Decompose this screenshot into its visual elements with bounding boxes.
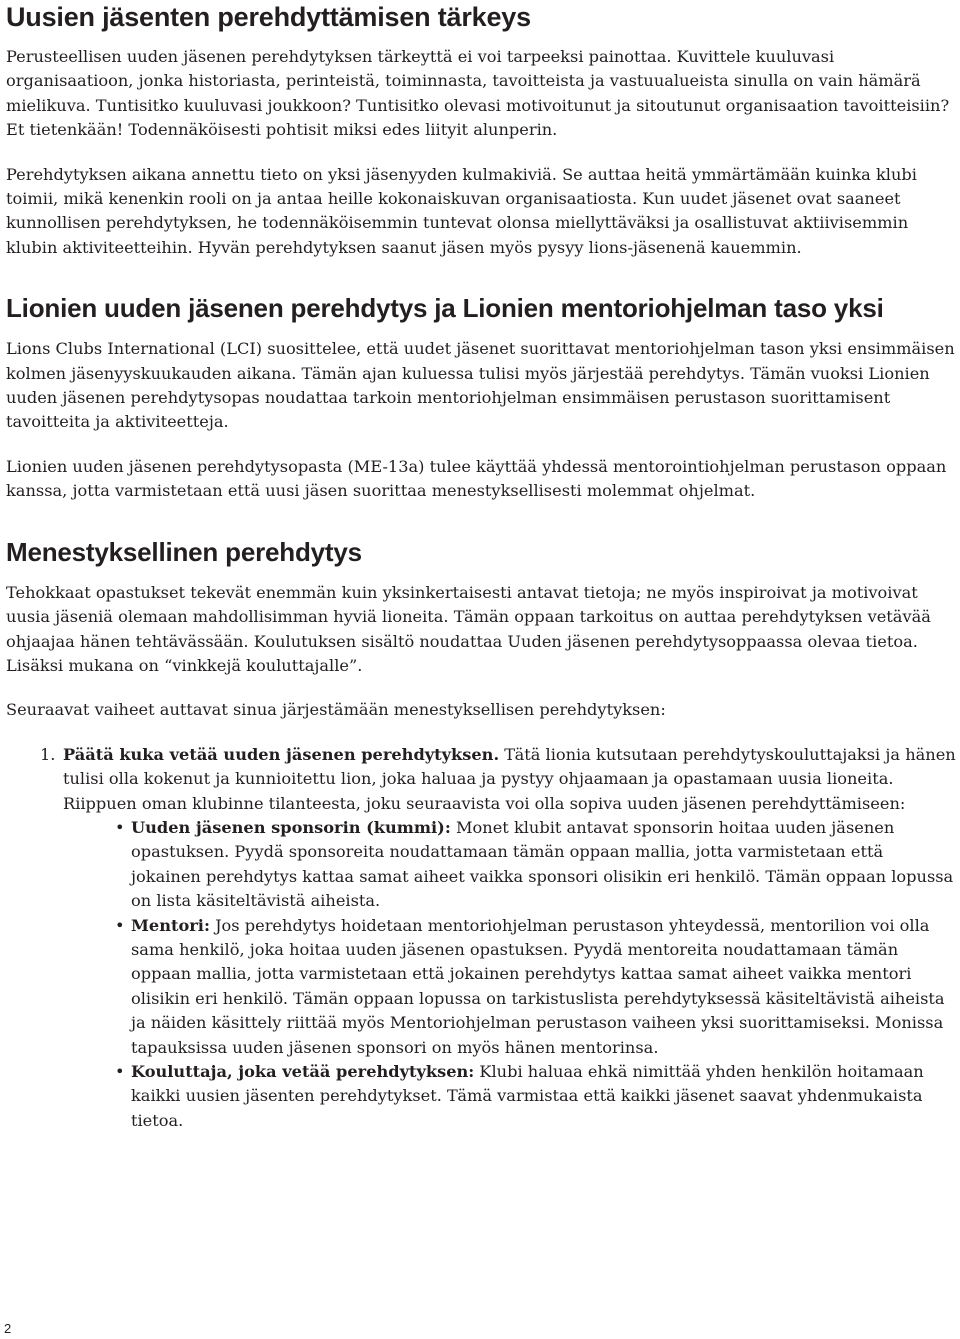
option-text: Monet klubit antavat sponsorin hoitaa uuden jäsenen opastuksen. Pyydä sponsoreita noudattamaan tämän oppaan mallia, jotta varmistetaan että jokainen perehdytys kattaa samat aiheet vaikka sponsori olisikin eri henkilö. Tämän oppaan lopussa on lista käsiteltävistä aiheista. <box>131 817 954 911</box>
paragraph: Perehdytyksen aikana annettu tieto on yksi jäsenyyden kulmakiviä. Se auttaa heitä ymmärtämään kuinka klubi toimii, mikä kenenkin rooli on ja antaa heille kokonaiskuvan organisaatiosta. Kun uudet jäsenet ovat saaneet kunnollisen perehdytyksen, he todennäköisemmin tuntevat olonsa miellyttäväksi ja osallistuvat aktiivisemmin klubin aktiviteetteihin. Hyvän perehdytyksen saanut jäsen myös pysyy lions-jäsenenä kauemmin. <box>6 164 917 257</box>
bullet-icon: • <box>115 1062 125 1081</box>
step-text: Tätä lionia kutsutaan perehdytyskouluttajaksi ja hänen tulisi olla kokenut ja kunnioitettu lion, joka haluaa ja pystyy ohjaamaan ja opastamaan uusia lioneita. Riippuen oman klubinne tilanteesta, joku seuraavista voi olla sopiva uuden jäsenen perehdyttämiseen: <box>63 744 956 813</box>
list-item-step-1 <box>6 743 956 1134</box>
list-item-option-sponsor <box>63 816 956 914</box>
option-text: Jos perehdytys hoidetaan mentoriohjelman perustason yhteydessä, mentorilion voi olla sama henkilö, joka hoitaa uuden jäsenen opastuksen. Pyydä mentoreita noudattamaan tämän oppaan mallia, jotta varmistetaan että jokainen perehdytys kattaa samat aiheet vaikka mentori olisikin eri henkilö. Tämän oppaan lopussa on tarkistuslista perehdytyksessä käsiteltävistä aiheista ja näiden käsittely riittää myös Mentoriohjelman perustason vaiheen yksi suorittamiseksi. Monissa tapauksissa uuden jäsenen sponsori on myös hänen mentorinsa. <box>131 915 945 1057</box>
bullet-icon: • <box>115 915 125 935</box>
list-item-option-mentor <box>63 914 956 1060</box>
section-heading-importance: Uusien jäsenten perehdyttämisen tärkeys <box>6 2 531 32</box>
option-title: Kouluttaja, joka vetää perehdytyksen: <box>131 1062 475 1081</box>
option-title: Mentori: <box>131 915 210 935</box>
options-list <box>63 816 956 1133</box>
steps-list <box>6 743 956 1134</box>
bullet-icon: • <box>115 817 125 837</box>
list-item-option-trainer <box>63 1060 956 1133</box>
paragraph: Tehokkaat opastukset tekevät enemmän kuin yksinkertaisesti antavat tietoja; ne myös inspiroivat ja motivoivat uusia jäseniä olemaan mahdollisimman hyviä lioneita. Tämän oppaan tarkoitus on auttaa perehdytyksen vetävää ohjaajaa hänen tehtävässään. Koulutuksen sisältö noudattaa Uuden jäsenen perehdytysoppaassa olevaa tietoa. Lisäksi mukana on “vinkkejä kouluttajalle”. <box>6 582 931 675</box>
document-page <box>6 0 956 1133</box>
section-heading-mentoring: Lionien uuden jäsenen perehdytys ja Lionien mentoriohjelman taso yksi <box>6 293 884 324</box>
page-number: 2 <box>4 1321 12 1336</box>
paragraph: Seuraavat vaiheet auttavat sinua järjestämään menestyksellisen perehdytyksen: <box>6 700 666 720</box>
step-number: 1. <box>40 744 56 764</box>
paragraph: Lions Clubs International (LCI) suosittelee, että uudet jäsenet suorittavat mentoriohjelman tason yksi ensimmäisen kolmen jäsenyyskuukauden aikana. Tämän ajan kuluessa tulisi myös järjestää perehdytys. Tämän vuoksi Lionien uuden jäsenen perehdytysopas noudattaa tarkoin mentoriohjelman ensimmäisen perustason suorittamisent tavoitteita ja aktiviteetteja. <box>6 339 955 432</box>
section-heading-successful-orientation: Menestyksellinen perehdytys <box>6 536 362 567</box>
option-text: Klubi haluaa ehkä nimittää yhden henkilön hoitamaan kaikki uusien jäsenten perehdytykset. Tämä varmistaa että kaikki jäsenet saavat yhdenmukaista tietoa. <box>131 1062 924 1130</box>
paragraph: Lionien uuden jäsenen perehdytysopasta (ME-13a) tulee käyttää yhdessä mentorointiohjelman perustason oppaan kanssa, jotta varmistetaan että uusi jäsen suorittaa menestyksellisesti molemmat ohjelmat. <box>6 456 947 501</box>
paragraph: Perusteellisen uuden jäsenen perehdytyksen tärkeyttä ei voi tarpeeksi painottaa. Kuvittele kuuluvasi organisaatioon, jonka historiasta, perinteistä, toiminnasta, tavoitteista ja vastuualueista sinulla on vain hämärä mielikuva. Tuntisitko kuuluvasi joukkoon? Tuntisitko olevasi motivoitunut ja sitoutunut organisaation tavoitteisiin? Et tietenkään! Todennäköisesti pohtisit miksi edes liityit alunperin. <box>6 47 950 140</box>
option-title: Uuden jäsenen sponsorin (kummi): <box>131 817 451 837</box>
step-title: Päätä kuka vetää uuden jäsenen perehdytyksen. <box>63 744 500 764</box>
